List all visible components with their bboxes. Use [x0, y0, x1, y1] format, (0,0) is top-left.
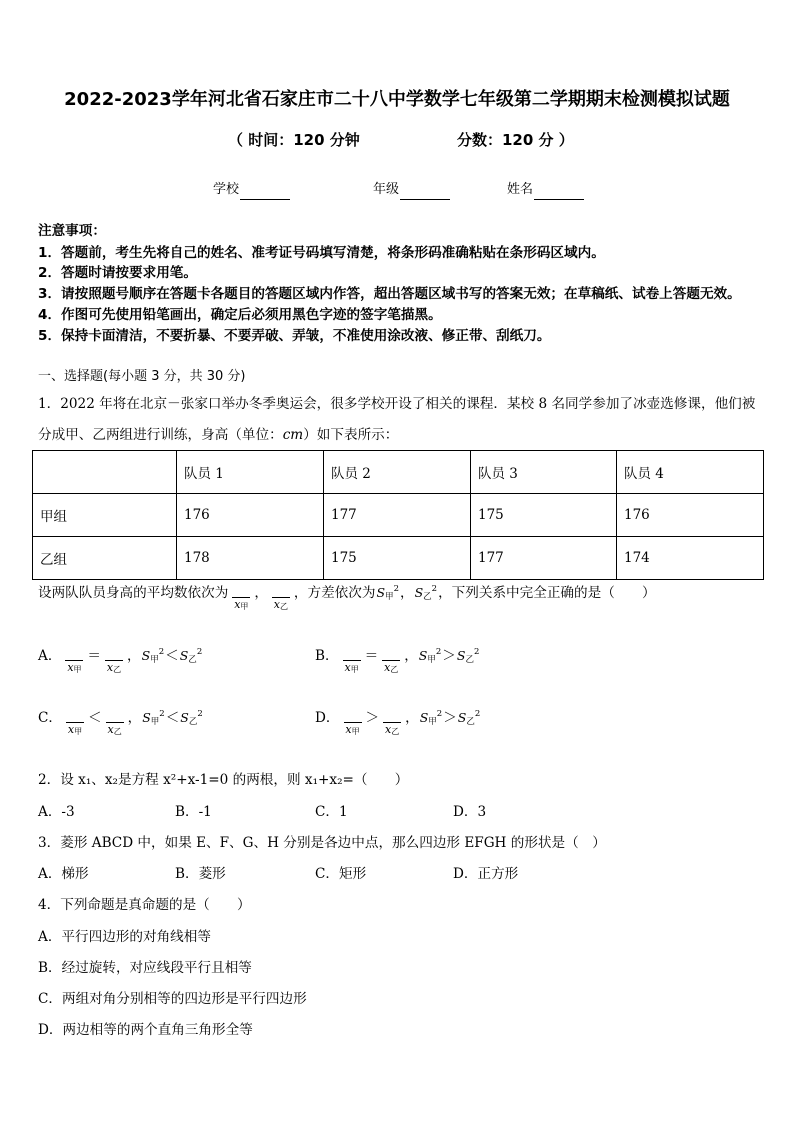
relation-symbol: ＞ [442, 648, 456, 664]
table-cell: 176 [177, 494, 324, 537]
option-label: C． [38, 710, 62, 726]
var-sub: 甲 [150, 717, 160, 727]
q1-ask [38, 583, 656, 611]
mean-jia-symbol [340, 646, 364, 674]
var-sub: 甲 [74, 727, 83, 736]
overbar [272, 583, 290, 598]
q1-option-b [315, 646, 480, 674]
table-cell: 176 [617, 494, 764, 537]
mean-variable [102, 661, 126, 674]
var-base: x [106, 661, 114, 674]
relation-symbol: ＝ [364, 648, 379, 664]
q1-ask-text: ，方差依次为 [293, 585, 376, 601]
q3-option-c: C．矩形 [315, 866, 367, 882]
var-sup: 2 [159, 709, 165, 719]
mean-jia-symbol [341, 708, 365, 736]
relation-symbol: ＝ [87, 648, 102, 664]
var-sub: 甲 [240, 602, 249, 611]
comma: ， [254, 585, 268, 601]
var-sub: 乙 [113, 727, 122, 736]
var-base: x [107, 723, 114, 736]
table-header-cell: 队员 3 [471, 451, 617, 494]
school-blank [240, 185, 290, 200]
school-field [213, 180, 290, 200]
q4-stem: 4．下列命题是真命题的是（ ） [38, 897, 251, 913]
table-header-row [33, 451, 764, 494]
var-base: S [180, 710, 189, 725]
var-sup: 2 [393, 584, 399, 594]
var-base: S [179, 648, 189, 663]
overbar [382, 646, 400, 661]
var-base: S [418, 648, 428, 663]
q1-unit: cm [282, 427, 304, 443]
var-base: x [67, 723, 75, 736]
table-cell: 178 [177, 537, 324, 580]
school-label: 学校 [213, 182, 240, 197]
var-base: x [234, 598, 241, 611]
variance-yi-symbol [458, 708, 481, 728]
var-sub: 乙 [188, 717, 198, 727]
overbar [232, 583, 250, 598]
mean-variable [229, 598, 253, 611]
var-base: S [376, 585, 386, 600]
var-sup: 2 [474, 709, 481, 719]
variance-yi-symbol [457, 646, 480, 666]
height-table [32, 450, 764, 580]
overbar [66, 708, 84, 723]
grade-label: 年级 [373, 182, 400, 197]
comma: ， [405, 710, 419, 726]
var-sup: 2 [431, 584, 438, 594]
var-base: S [142, 710, 151, 725]
var-sup: 2 [436, 709, 443, 719]
var-sup: 2 [473, 647, 480, 657]
table-cell: 174 [617, 537, 764, 580]
q1-stem-text: ）如下表所示： [303, 427, 399, 443]
overbar [65, 646, 83, 661]
var-sup: 2 [435, 647, 442, 657]
q1-stem-line1: 1．2022 年将在北京－张家口举办冬季奥运会，很多学校开设了相关的课程．某校 8 名同学参加了冰壶选修课，他们被 [38, 396, 756, 412]
q1-option-c [38, 708, 204, 736]
q4-option-b: B．经过旋转，对应线段平行且相等 [38, 960, 252, 976]
var-sub: 乙 [465, 655, 474, 665]
var-base: x [67, 661, 74, 674]
q4-option-c: C．两组对角分别相等的四边形是平行四边形 [38, 991, 307, 1007]
table-header-cell: 队员 4 [617, 451, 764, 494]
var-sub: 乙 [423, 592, 432, 602]
var-base: S [457, 710, 467, 725]
mean-variable [379, 661, 403, 674]
overbar [106, 708, 124, 723]
mean-variable [103, 723, 127, 736]
var-sub: 甲 [427, 655, 436, 665]
table-cell: 175 [471, 494, 617, 537]
var-sup: 2 [196, 647, 203, 657]
q2-option-d: D．3 [453, 804, 487, 820]
var-base: S [419, 710, 429, 725]
mean-yi-symbol [102, 646, 126, 674]
table-header-cell: 队员 1 [177, 451, 324, 494]
q1-stem-line2 [38, 425, 398, 445]
q1-option-a [38, 646, 203, 674]
table-cell: 175 [324, 537, 471, 580]
var-sub: 乙 [390, 665, 399, 674]
var-sub: 乙 [280, 602, 289, 611]
table-cell: 177 [471, 537, 617, 580]
var-base: x [273, 598, 281, 611]
var-sub: 乙 [466, 717, 475, 727]
mean-yi-symbol [103, 708, 127, 736]
q4-option-d: D．两边相等的两个直角三角形全等 [38, 1022, 253, 1038]
q3-option-a: A．梯形 [38, 866, 89, 882]
q3-option-b: B．菱形 [175, 866, 226, 882]
var-sub: 乙 [391, 727, 400, 736]
var-sup: 2 [197, 709, 203, 719]
relation-symbol: ＜ [165, 648, 179, 664]
name-blank [534, 185, 584, 200]
mean-variable [340, 661, 364, 674]
variance-yi-symbol [180, 708, 203, 728]
var-base: S [414, 585, 424, 600]
relation-symbol: ＜ [88, 710, 102, 726]
var-sub: 甲 [385, 592, 394, 602]
overbar [343, 646, 361, 661]
var-sub: 甲 [351, 727, 360, 736]
comma: ， [127, 648, 141, 664]
overbar [344, 708, 362, 723]
exam-time: （ 时间：120 分钟 [228, 131, 360, 149]
notice-item: 3．请按照题号顺序在答题卡各题目的答题区域内作答，超出答题区域书写的答案无效；在草稿纸、试卷上答题无效。 [38, 286, 741, 302]
table-header-cell: 队员 2 [324, 451, 471, 494]
q1-option-d [315, 708, 481, 736]
var-sub: 甲 [150, 655, 159, 665]
q2-option-b: B．-1 [175, 804, 212, 820]
var-sub: 甲 [350, 665, 359, 674]
mean-yi-symbol [269, 583, 293, 611]
q3-option-d: D．正方形 [453, 866, 519, 882]
option-label: D． [315, 710, 340, 726]
var-base: x [384, 661, 391, 674]
comma: ， [127, 710, 142, 726]
mean-jia-symbol [63, 708, 87, 736]
mean-variable [269, 598, 293, 611]
table-cell: 177 [324, 494, 471, 537]
mean-variable [380, 723, 404, 736]
relation-symbol: ＜ [165, 710, 180, 726]
var-sub: 乙 [113, 665, 122, 674]
variance-jia-symbol [142, 708, 165, 728]
notice-item: 5．保持卡面清洁，不要折暴、不要弄破、弄皱，不准使用涂改液、修正带、刮纸刀。 [38, 328, 551, 344]
q3-stem: 3．菱形 ABCD 中，如果 E、F、G、H 分别是各边中点，那么四边形 EFGH 的形状是（ ） [38, 835, 606, 851]
mean-variable [341, 723, 365, 736]
q2-option-a: A．-3 [38, 804, 75, 820]
mean-yi-symbol [379, 646, 403, 674]
exam-score: 分数：120 分 ） [457, 131, 574, 149]
variance-yi-symbol [415, 583, 438, 603]
q2-stem: 2．设 x₁、x₂是方程 x²+x-1=0 的两根，则 x₁+x₂=（ ） [38, 772, 409, 788]
notice-item: 4．作图可先使用铅笔画出，确定后必须用黑色字迹的签字笔描黑。 [38, 307, 442, 323]
var-base: x [345, 723, 352, 736]
notice-item: 2．答题时请按要求用笔。 [38, 265, 197, 281]
option-label: A． [38, 648, 62, 664]
page-title: 2022-2023学年河北省石家庄市二十八中学数学七年级第二学期期末检测模拟试题 [64, 89, 730, 110]
overbar [105, 646, 123, 661]
variance-jia-symbol [142, 646, 165, 666]
table-corner-cell [33, 451, 177, 494]
table-group-cell: 乙组 [33, 537, 177, 580]
mean-yi-symbol [380, 708, 404, 736]
var-sup: 2 [158, 647, 165, 657]
mean-jia-symbol [62, 646, 86, 674]
var-sub: 甲 [73, 665, 82, 674]
notice-heading: 注意事项： [38, 223, 106, 239]
variance-jia-symbol [376, 583, 399, 603]
comma: ， [399, 585, 414, 601]
q1-ask-text: ，下列关系中完全正确的是（ ） [438, 585, 656, 601]
comma: ， [404, 648, 418, 664]
name-field [507, 180, 584, 200]
mean-jia-symbol [229, 583, 253, 611]
table-row [33, 494, 764, 537]
q1-ask-text: 设两队队员身高的平均数依次为 [38, 585, 229, 601]
var-base: x [344, 661, 351, 674]
name-label: 姓名 [507, 182, 534, 197]
q1-stem-text: 分成甲、乙两组进行训练，身高（单位： [38, 427, 283, 443]
table-group-cell: 甲组 [33, 494, 177, 537]
mean-variable [63, 723, 87, 736]
grade-blank [400, 185, 450, 200]
q4-option-a: A．平行四边形的对角线相等 [38, 929, 211, 945]
variance-yi-symbol [180, 646, 203, 666]
option-label: B． [315, 648, 339, 664]
overbar [383, 708, 401, 723]
notice-item: 1．答题前，考生先将自己的姓名、准考证号码填写清楚，将条形码准确粘贴在条形码区域内。 [38, 245, 605, 261]
variance-jia-symbol [419, 646, 442, 666]
var-base: S [456, 648, 466, 663]
relation-symbol: ＞ [443, 710, 457, 726]
var-base: x [384, 723, 392, 736]
var-base: S [141, 648, 151, 663]
variance-jia-symbol [420, 708, 443, 728]
var-sub: 甲 [428, 717, 437, 727]
var-sub: 乙 [188, 655, 197, 665]
mean-variable [62, 661, 86, 674]
q2-option-c: C．1 [315, 804, 348, 820]
relation-symbol: ＞ [365, 710, 380, 726]
table-row [33, 537, 764, 580]
grade-field [373, 180, 450, 200]
section-heading: 一、选择题(每小题 3 分，共 30 分) [38, 369, 246, 384]
